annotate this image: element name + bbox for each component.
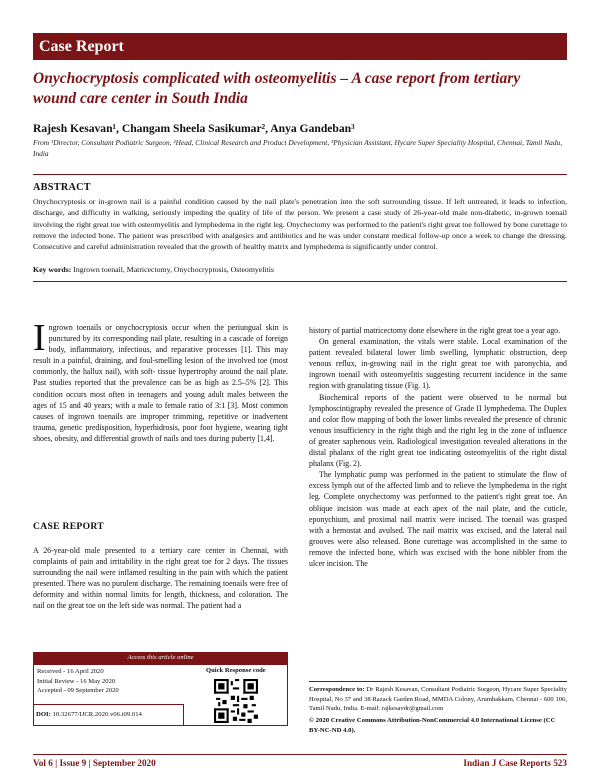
case-paragraph: A 26-year-old male presented to a tertiary care center in Chennai, with complaints of pain and irritability in the right great toe for 2 days. The tissues surrounding the nail were inflamed resulting in the pain with which the patient presented. There was no purulent discharge. The remaining toenails were free of deformity and within normal limits for length, thickness, and coloration. The nail on the great toe on the left side was normal. The patient had a xyxy=(33,546,288,611)
abstract-text: Onychocryptosis or in-grown nail is a painful condition caused by the nail plate's penetration into the soft surrounding tissue. If left untreated, it leads to infection, discharge, and difficulty in walking, seriously impeding the quality of life of the person. We present a case study of 26-year-old male non-diabetic, in-grown toenail involving the right great toe with osteomyelitis and lymphedema in the right leg. Onychectomy was performed to the patient's right great toe followed by bone curettage to remove the infected bone. The patient was prescribed with analgesics and antibiotics and he was under constant medical follow-up once a week to change the dressing. Consecutive and careful administration revealed that the growth of healthy matrix and lymphedema is significantly under control. xyxy=(33,197,567,252)
case-report-text xyxy=(33,545,288,612)
doi-value: 10.32677/IJCR.2020.v06.i09.014 xyxy=(52,711,142,718)
keywords xyxy=(33,265,567,274)
authors: Rajesh Kesavan¹, Changam Sheela Sasikumar², Anya Gandeban³ xyxy=(33,122,355,135)
correspondence-text: Dr Rajesh Kesavan, Consultant Podiatric Surgeon, Hycare Super Speciality Hospital, No 37 and 38 Razack Garden Road, MMDA Colony, Arumbakkam, Chennai - 600 106, Tamil Nadu, India. E-mail: rajkesavdr@gmail.com xyxy=(309,686,567,713)
paragraph: history of partial matricectomy done elsewhere in the right great toe a year ago. xyxy=(309,326,561,335)
article-type-banner: Case Report xyxy=(33,33,567,60)
qr-label: Quick Response code xyxy=(206,667,266,674)
case-report-heading: CASE REPORT xyxy=(33,521,104,532)
affiliation: From ¹Director, Consultant Podiatric Surgeon, ²Head, Clinical Research and Product Development, ³Physician Assistant, Hycare Super Speciality Hospital, Chennai, Tamil Nadu, India xyxy=(33,138,563,158)
article-title: Onychocryptosis complicated with osteomyelitis – A case report from tertiary wound care center in South India xyxy=(33,70,521,107)
received-date: Received - 16 April 2020 xyxy=(37,668,104,675)
keywords-label: Key words: xyxy=(33,265,72,274)
article-dates xyxy=(37,667,197,696)
paragraph: Biochemical reports of the patient were observed to be normal but lymphoscintigraphy revealed the presence of Grade II lymphedema. The Duplex and color flow mapping of both the lower limbs revealed the presence of chronic venous insufficiency in the right thigh and the right leg in the zone of influence of greater saphenous vein. Radiological investigation revealed alterations in the distal phalanx of the right great toe indicating osteomyelitis of the right distal phalanx (Fig. 2). xyxy=(309,392,567,469)
abstract-heading: ABSTRACT xyxy=(33,182,91,193)
review-date: Initial Review - 16 May 2020 xyxy=(37,677,116,685)
drop-cap: I xyxy=(33,317,46,359)
doi-label: DOI: xyxy=(36,711,51,718)
divider xyxy=(33,174,567,175)
accepted-date: Accepted - 09 September 2020 xyxy=(37,687,119,694)
footer-volume: Vol 6 | Issue 9 | September 2020 xyxy=(33,758,156,768)
qr-code-icon[interactable] xyxy=(214,679,258,723)
correspondence-label: Correspondence to: xyxy=(309,686,365,693)
doi-box xyxy=(33,704,184,726)
article-online-header: Access this article online xyxy=(33,652,288,664)
right-column xyxy=(309,325,567,569)
paragraph: The lymphatic pump was performed in the patient to stimulate the flow of excess lymph out of the affected limb and to relieve the lymphedema in the right leg. Complete onychectomy was performed to the patient's right great toe. An oblique incision was made at each apex of the nail plate, and the cuticle, eponychium, and proximal nail matrix were incised. The toenail was grasped with a hemostat and avulsed. The nail matrix was excised, and the lateral nail grooves were also released. Bone curettage was accomplished in the same to remove the infected bone, which was excised with the bone nibbler from the ulcer incision. The xyxy=(309,470,567,568)
page-footer xyxy=(33,754,567,773)
paragraph: On general examination, the vitals were stable. Local examination of the patient revealed bilateral lower limb swelling, lymphatic obstruction, deep venous reflux, in-growing nail in the right great toe with paronychia, and ingrown toenail with osteomyelitis suggesting recurrent incidence in the same region with granulating tissue (Fig. 1). xyxy=(309,337,567,391)
intro-text: ngrown toenails or onychocryptosis occur when the periungual skin is punctured by its corresponding nail plate, resulting in a cascade of foreign body, inflammatory, infectious, and reparative processes [1]. This may result in a painful, draining, and foul-smelling lesion of the involved toe (most commonly, the hallux nail), with soft- tissue hypertrophy around the nail plate. Past studies reported that the prevalence can be as high as 2.5–5% [2]. This condition occurs most often in teenagers and young adult males between the ages of 15 and 40 years; with a male to female ratio of 3:1 [3]. Most common causes of ingrown toenails are improper trimming, repetitive or inadvertent trauma, genetic predisposition, hyperhidrosis, poor foot hygiene, wearing tight shoes, obesity, and differential growth of nails and toes during puberty [1,4]. xyxy=(33,323,288,443)
doi xyxy=(36,711,142,718)
divider xyxy=(33,281,567,282)
license: © 2020 Creative Commons Attribution-NonCommercial 4.0 International License (CC BY-NC-ND 4.0). xyxy=(309,717,556,734)
intro-column xyxy=(33,317,288,444)
footer-journal: Indian J Case Reports 523 xyxy=(463,758,567,768)
keywords-text: Ingrown toenail, Matricectomy, Onychocryptosis, Osteomyelitis xyxy=(73,265,274,274)
correspondence xyxy=(309,681,567,714)
